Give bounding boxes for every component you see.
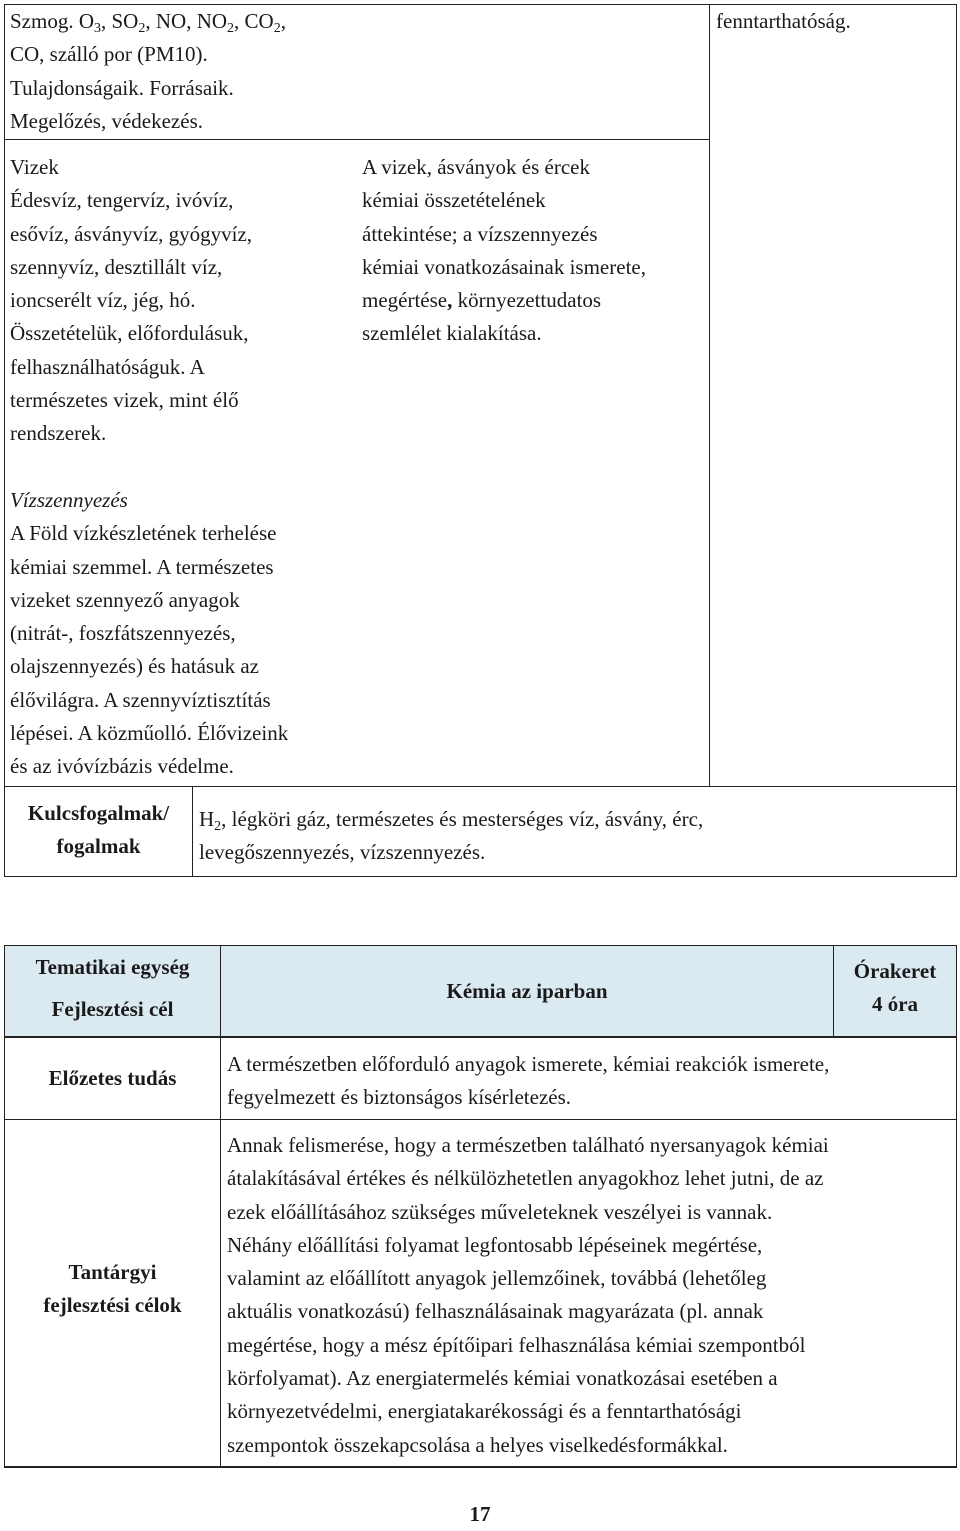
waters-goal-line: szemlélet kialakítása. xyxy=(362,321,542,346)
subject-goals-line: valamint az előállított anyagok jellemzőinek, továbbá (lehetőleg xyxy=(227,1266,767,1291)
pollution-text-line: kémiai szemmel. A természetes xyxy=(10,554,274,579)
subject-goals-line: körfolyamat). Az energiatermelés kémiai vonatkozásai esetében a xyxy=(227,1366,778,1391)
waters-text-line: rendszerek. xyxy=(10,421,107,446)
subject-goals-line: szempontok összekapcsolása a helyes viselkedésformákkal. xyxy=(227,1432,728,1457)
smog-topic-text xyxy=(10,5,350,138)
subject-goals-line: aktuális vonatkozású) felhasználásainak magyarázata (pl. annak xyxy=(227,1299,764,1324)
upper-table-right-border xyxy=(956,4,957,877)
water-pollution-text xyxy=(10,484,355,784)
subject-goals-label: Tantárgyi fejlesztési célok xyxy=(43,1260,182,1318)
prior-knowledge-text: A természetben előforduló anyagok ismerete, kémiai reakciók ismerete, fegyelmezett és biztonságos kísérletezés. xyxy=(227,1052,830,1110)
key-concepts-label: Kulcsfogalmak/ fogalmak xyxy=(27,801,170,859)
waters-goal-line: áttekintése; a vízszennyezés xyxy=(362,221,598,246)
waters-topic-text xyxy=(10,151,350,451)
hours-cell xyxy=(834,955,956,1022)
waters-goal-line: A vizek, ásványok és ércek xyxy=(362,155,590,179)
pollution-text-line: élővilágra. A szennyvíztisztítás xyxy=(10,687,271,712)
waters-title: Vizek xyxy=(10,155,59,179)
key-concepts-divider xyxy=(192,786,193,877)
waters-goal-text xyxy=(362,151,706,351)
hours-label: Órakeret xyxy=(853,959,937,983)
waters-text-line: ioncserélt víz, jég, hó. xyxy=(10,288,196,313)
waters-text-line: természetes vizek, mint élő xyxy=(10,388,239,413)
waters-text-line: Összetételük, előfordulásuk, xyxy=(10,321,249,346)
subject-goals-line: Néhány előállítási folyamat legfontosabb lépéseinek megértése, xyxy=(227,1232,763,1257)
key-concepts-top-border xyxy=(4,786,957,787)
page-number: 17 xyxy=(469,1502,491,1526)
waters-text-line: Édesvíz, tengervíz, ivóvíz, xyxy=(10,188,234,213)
water-pollution-title: Vízszennyezés xyxy=(10,488,128,512)
upper-table-bottom-border xyxy=(4,876,957,877)
pollution-text-line: vizeket szennyező anyagok xyxy=(10,587,240,612)
pollution-text-line: (nitrát-, foszfátszennyezés, xyxy=(10,621,236,646)
subject-goals-line: Annak felismerése, hogy a természetben található nyersanyagok kémiai xyxy=(227,1133,829,1157)
waters-goal-line: kémiai vonatkozásainak ismerete, xyxy=(362,254,646,279)
pollution-text-line: olajszennyezés) és hatásuk az xyxy=(10,654,259,679)
waters-text-line: felhasználhatóságuk. A xyxy=(10,354,205,379)
hours-value: 4 óra xyxy=(871,992,919,1017)
waters-goal-line: megértése, környezettudatos xyxy=(362,288,602,313)
smog-text-line: Megelőzés, védekezés. xyxy=(10,108,203,133)
waters-goal-line: kémiai összetételének xyxy=(362,188,546,213)
upper-table-column-divider xyxy=(709,4,710,786)
pollution-text-line: A Föld vízkészletének terhelése xyxy=(10,521,277,546)
subject-goals-line: megértése, hogy a mész építőipari felhasználása kémiai szempontból xyxy=(227,1332,806,1357)
unit-label: Tematikai egység xyxy=(35,955,190,979)
waters-text-line: esővíz, ásványvíz, gyógyvíz, xyxy=(10,221,253,246)
lower-table-right-border xyxy=(956,945,957,1468)
header-left-cell xyxy=(5,946,220,1030)
sustainability-text: fenntarthatóság. xyxy=(716,9,851,33)
upper-table-left-border xyxy=(4,4,5,877)
subject-goals-line: környezetvédelmi, energiatakarékossági és a fenntarthatósági xyxy=(227,1399,742,1424)
subject-goals-line: átalakításával értékes és nélkülözhetetlen anyagokhoz lehet jutni, de az xyxy=(227,1166,824,1191)
smog-text-line: CO, szálló por (PM10). xyxy=(10,42,208,67)
prior-knowledge-label: Előzetes tudás xyxy=(48,1066,177,1090)
waters-text-line: szennyvíz, desztillált víz, xyxy=(10,254,223,279)
smog-row-bottom-border xyxy=(4,139,710,140)
subject-goals-text xyxy=(227,1129,952,1462)
smog-formula-line: Szmog. $O_3$, $SO_2$, NO, $NO_2$, $CO_2$, xyxy=(10,9,286,36)
subject-goals-line: ezek előállításához szükséges műveleteknek veszélyei is vannak. xyxy=(227,1199,773,1224)
unit-title: Kémia az iparban xyxy=(446,979,608,1003)
key-concepts-text: $H_2$, légköri gáz, természetes és mesterséges víz, ásvány, érc, levegőszennyezés, vízszennyezés. xyxy=(199,807,704,865)
lower-table-bottom-border xyxy=(4,1466,957,1468)
pollution-text-line: és az ivóvízbázis védelme. xyxy=(10,754,234,779)
goal-label: Fejlesztési cél xyxy=(51,997,174,1021)
pollution-text-line: lépései. A közműolló. Élővizeink xyxy=(10,721,289,746)
prior-knowledge-bottom-border xyxy=(4,1119,957,1120)
smog-text-line: Tulajdonságaik. Forrásaik. xyxy=(10,75,234,100)
